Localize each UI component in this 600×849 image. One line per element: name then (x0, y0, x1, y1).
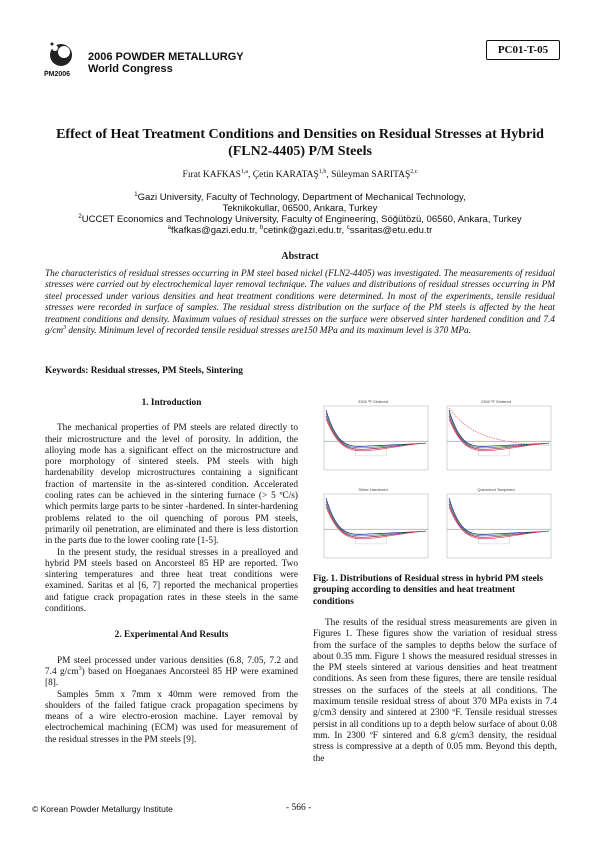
title-line-1: Effect of Heat Treatment Conditions and Densities on Residual Stresses at Hybrid (56, 127, 544, 142)
panel-title: Sinter Hardened (358, 487, 388, 492)
paper-code-badge: PC01-T-05 (486, 40, 560, 60)
email-link[interactable]: ssaritas@etu.edu.tr (349, 225, 433, 236)
author-name: Fırat KAFKAS (182, 170, 241, 180)
figure-caption: Fig. 1. Distributions of Residual stress in hybrid PM steels grouping according to densities and heat treatment conditions (313, 574, 543, 607)
email-link[interactable]: fkafkas@gazi.edu.tr (171, 225, 255, 236)
figure-1 (310, 396, 560, 574)
conference-title (88, 51, 244, 75)
figure-panel (447, 399, 551, 470)
panel-frame (447, 494, 551, 558)
panel-frame (447, 406, 551, 470)
conference-line-2: World Congress (88, 63, 173, 75)
series-line (326, 416, 426, 449)
email-link[interactable]: cetink@gazi.edu.tr (263, 225, 342, 236)
exp-paragraph-2: Samples 5mm x 7mm x 40mm were removed from the shoulders of the failed fatigue crack propagation specimens by means of a wire electro-erosion machine. Layer removal by electrochemical machining (ECM) was used for measurement of the residual stresses in the PM steels [9]. (45, 689, 298, 745)
results-paragraph-1: The results of the residual stress measurements are given in Figures 1. These figures show the variation of residual stress from the surface of the samples to depths below the surface of about 0.35 mm. Figure 1 shows the measured residual stresses in the PM steels sintered at various densities and heat treatment conditions. As seen from these figures, there are tensile residual stresses on the surfaces of the steels at all conditions. The maximum tensile residual stress of about 370 MPa exists in 7.4 g/cm3 density and sintered at 2300 ºF. Tensile residual stresses persist in all conditions up to a depth below surface of about 0.08 mm. In 2300 ºF sintered and 6.8 g/cm3 density, the residual stress is compressive at a depth of 0.05 mm. Beyond this depth, the (313, 618, 557, 764)
series-line (449, 408, 549, 445)
section-heading-experimental: 2. Experimental And Results (114, 630, 229, 641)
logo-text: ṖM2006 (44, 71, 71, 78)
panel-title: Quenched Tempered (477, 487, 515, 492)
affiliation-2: UCCET Economics and Technology University, Faculty of Engineering, Söğütözü, 06560, Ankara, Turkey (81, 214, 522, 225)
figure-panel (447, 487, 551, 558)
panel-title: 2300 ºF Sintered (481, 399, 511, 404)
exp-paragraph-1: PM steel processed under various densities (6.8, 7.05, 7.2 and 7.4 $g/cm^3$) based on Hoeganaes Ancorsteel 85 HP were examined [8]. (45, 655, 298, 689)
author-sup: 2,c (410, 168, 418, 175)
figure-panel (324, 487, 428, 558)
series-line (326, 504, 426, 537)
panel-frame (324, 406, 428, 470)
intro-paragraph-2: In the present study, the residual stresses in a prealloyed and hybrid PM steels based on Ancorsteel 85 HP are reported. Two sintering temperatures and three heat treat conditions were examined. Saritas et al [6, 7] reported the mechanical properties and fatigue crack propagation rates in these steels in the same conditions. (45, 547, 298, 615)
page-number: - 566 - (286, 803, 312, 813)
author-list: Fırat KAFKAS$^{1,a}$, Çetin KARATAŞ$^{1,b}$, Süleyman SARITAŞ$^{2,c}$ (182, 168, 418, 180)
affiliations: $^1$Gazi University, Faculty of Technology, Department of Mechanical Technology, Teknikokullar, 06500, Ankara, Turkey $^2$UCCET Economics and Technology University, Faculty of Engineering, Söğütözü, 06560, Ankara, Turkey $^a$fkafkas@gazi.edu.tr, $^b$cetink@gazi.edu.tr, $^c$ssaritas@etu.edu.tr (40, 192, 560, 236)
affiliation-1-address: Teknikokullar, 06500, Ankara, Turkey (222, 203, 378, 214)
footer-copyright: © Korean Powder Metallurgy Institute (32, 804, 173, 814)
paper-title (40, 126, 560, 160)
abstract-heading: Abstract (281, 251, 319, 262)
section-heading-introduction: 1. Introduction (141, 398, 202, 408)
figure-panel (324, 399, 428, 470)
author-name: Çetin KARATAŞ (252, 170, 319, 180)
abstract-text: The characteristics of residual stresses occurring in PM steel based nickel (FLN2-4405) was investigated. The measurements of residual stresses were carried out by electrochemical layer removal technique. The values and distributions of residual stresses occurring in PM steel processed under various densities and heat treatment conditions were determined. In most of the experiments, tensile residual stresses were recorded in surface of samples. The residual stress distribution on the surface of the PM steels is affected by the heat treatment conditions and density. Maximum values of residual stresses on the surface were observed sinter hardened condition and 7.4 $g/cm^3$ density. Minimum level of recorded tensile residual stresses are150 MPa and its maximum level is 370 MPa. (45, 269, 555, 337)
panel-frame (324, 494, 428, 558)
author-sup: 1,b (318, 168, 327, 175)
title-line-2: (FLN2-4405) P/M Steels (228, 144, 372, 159)
author-name: Süleyman SARITAŞ (331, 170, 411, 180)
right-column (313, 618, 557, 765)
series-line (449, 504, 549, 537)
panel-title: 2300 ºF Sintered (358, 399, 388, 404)
intro-paragraph-1: The mechanical properties of PM steels are related directly to their microstructure and the level of porosity. In addition, the alloying mode has a significant effect on the microstructure and pore morphology of sintered steels. PM steels with high hardenability develop microstructures containing a significant fraction of martensite in the as-sintered condition. Accelerated cooling rates can be achieved in the sintering furnace (> 5 ºC/s) which permits large parts to be sinter -hardened. In sinter-hardening problems related to the oil quenching of porous PM steels, primarily oil penetration, are eliminated and there is less distortion in the parts due to the lower cooling rate [1-5]. (45, 423, 298, 547)
left-column (45, 398, 298, 746)
affiliation-1: Gazi University, Faculty of Technology, Department of Mechanical Technology, (137, 192, 466, 203)
keywords: Keywords: Residual stresses, PM Steels, Sintering (45, 366, 243, 376)
author-sup: 1,a (240, 168, 249, 175)
conference-line-1: 2006 POWDER METALLURGY (88, 51, 244, 63)
